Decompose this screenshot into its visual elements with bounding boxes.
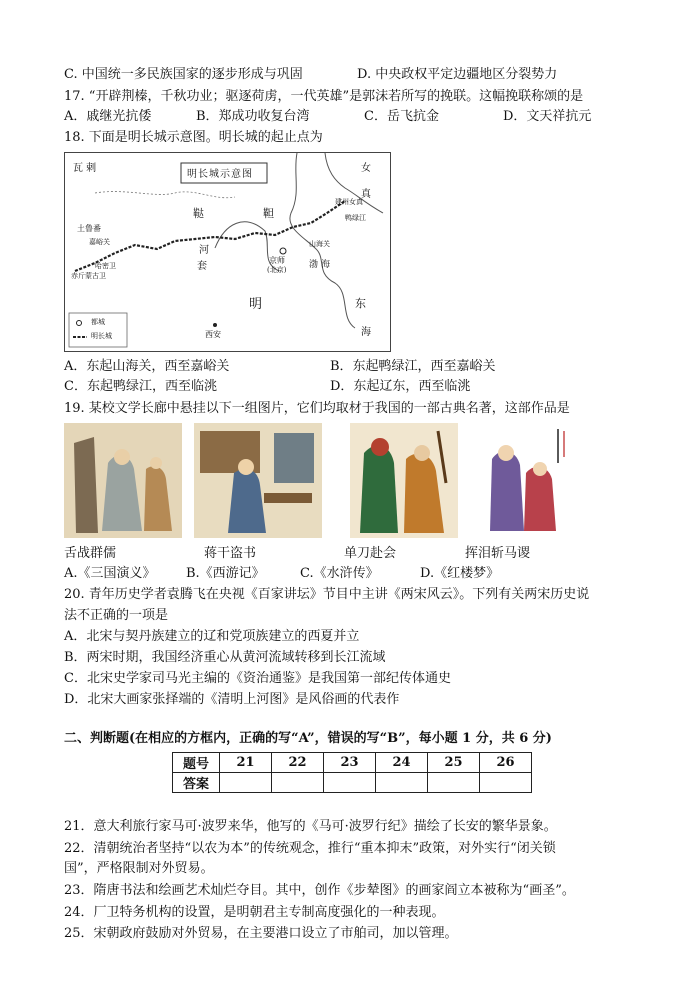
q20-option-a: A．北宋与契丹族建立的辽和党项族建立的西夏并立 — [64, 629, 360, 644]
map-label: 建州女真 — [335, 198, 363, 206]
q20-stem-line1: 20. 青年历史学者袁腾飞在央视《百家讲坛》节目中主讲《两宋风云》。下列有关两宋历史说 — [64, 587, 590, 602]
map-title: 明长城示意图 — [187, 169, 253, 180]
legend-capital-icon — [77, 321, 82, 326]
map-label: 海 — [321, 260, 331, 270]
answer-cell-22[interactable] — [272, 773, 324, 793]
q17-option-a: A．戚继光抗倭 — [64, 109, 152, 124]
q17-stem: 17. “开辟荆榛，千秋功业；驱逐荷虏，一代英雄”是郭沫若所写的挽联。这幅挽联称颂的是 — [64, 89, 584, 104]
answer-cell-26[interactable] — [480, 773, 532, 793]
judgment-item-23: 23．隋唐书法和绘画艺术灿烂夺目。其中，创作《步辇图》的画家阎立本被称为“画圣”。 — [64, 883, 575, 898]
q19-option-d: D.《红楼梦》 — [420, 566, 500, 581]
caption-steal-letter: 蒋干盗书 — [204, 546, 257, 561]
judgment-item-21: 21．意大利旅行家马可·波罗来华，他写的《马可·波罗行纪》描绘了长安的繁华景象。 — [64, 819, 557, 834]
section2-heading: 二、判断题(在相应的方框内，正确的写“A”，错误的写“B”，每小题 1 分，共 6 分) — [64, 731, 552, 746]
map-label: 套 — [197, 261, 207, 272]
map-label: 东 — [355, 297, 366, 310]
answer-table-number-row — [173, 753, 532, 773]
answer-cell-24[interactable] — [376, 773, 428, 793]
map-label: 真 — [361, 189, 371, 200]
q16-option-d: D. 中央政权平定边疆地区分裂势力 — [357, 67, 558, 82]
q18-option-a: A．东起山海关，西至嘉峪关 — [64, 359, 230, 374]
caption-execute-ma-su: 挥泪斩马谡 — [465, 546, 531, 561]
q17-option-c: C．岳飞抗金 — [364, 109, 439, 124]
q16-option-c: C. 中国统一多民族国家的逐步形成与巩固 — [64, 67, 303, 82]
q18-stem: 18. 下面是明长城示意图。明长城的起止点为 — [64, 130, 323, 145]
map-label: 渤 — [309, 260, 319, 270]
map-legend-capital: 都城 — [91, 318, 105, 326]
picture-steal-letter — [194, 423, 322, 538]
q19-option-c: C.《水浒传》 — [300, 566, 379, 581]
answer-cell-23[interactable] — [324, 773, 376, 793]
answer-cell-21[interactable] — [220, 773, 272, 793]
map-label: 河 — [199, 245, 209, 256]
q19-option-b: B.《西游记》 — [186, 566, 265, 581]
picture-execute-ma-su — [482, 423, 576, 538]
caption-debate: 舌战群儒 — [64, 546, 117, 561]
map-border-north — [95, 192, 235, 198]
map-label: (北京) — [267, 266, 287, 274]
map-label: 瓦 剌 — [73, 163, 97, 174]
answer-table-number: 23 — [324, 753, 376, 773]
map-label: 鞑 — [193, 207, 204, 220]
ming-great-wall-map — [64, 152, 391, 352]
map-label: 京师 — [269, 256, 285, 265]
answer-table-number: 22 — [272, 753, 324, 773]
judgment-item-24: 24．厂卫特务机构的设置，是明朝君主专制高度强化的一种表现。 — [64, 905, 445, 920]
judgment-item-22: 22．清朝统治者坚持“以农为本”的传统观念，推行“重本抑末”政策，对外实行“闭关锁 — [64, 841, 556, 856]
answer-table — [172, 752, 532, 793]
map-label: 海 — [361, 327, 371, 338]
caption-single-sword: 单刀赴会 — [344, 546, 397, 561]
q20-option-d: D．北宋大画家张择端的《清明上河图》是风俗画的代表作 — [64, 692, 400, 707]
map-label: 鸭绿江 — [345, 214, 366, 222]
map-label: 哈密卫 — [95, 262, 116, 270]
map-label: 赤斤蒙古卫 — [71, 272, 106, 280]
picture-debate — [64, 423, 182, 538]
q20-stem-line2: 法不正确的一项是 — [64, 608, 169, 623]
map-label: 嘉峪关 — [89, 238, 110, 246]
answer-table-label: 答案 — [173, 773, 220, 793]
answer-table-number: 21 — [220, 753, 272, 773]
q17-option-d: D．文天祥抗元 — [503, 109, 592, 124]
answer-table-number: 26 — [480, 753, 532, 773]
answer-table-number: 24 — [376, 753, 428, 773]
map-xian-marker — [213, 323, 217, 327]
map-label: 土鲁番 — [77, 224, 101, 233]
q17-option-b: B．郑成功收复台湾 — [196, 109, 310, 124]
map-label: 靼 — [263, 207, 274, 220]
q20-option-b: B．两宋时期，我国经济重心从黄河流域转移到长江流域 — [64, 650, 386, 665]
answer-table-number: 25 — [428, 753, 480, 773]
q19-option-a: A.《三国演义》 — [64, 566, 156, 581]
answer-cell-25[interactable] — [428, 773, 480, 793]
judgment-item-25: 25．宋朝政府鼓励对外贸易，在主要港口设立了市舶司，加以管理。 — [64, 926, 458, 941]
q19-stem: 19. 某校文学长廊中悬挂以下一组图片，它们均取材于我国的一部古典名著，这部作品是 — [64, 401, 570, 416]
q20-option-c: C．北宋史学家司马光主编的《资治通鉴》是我国第一部纪传体通史 — [64, 671, 451, 686]
map-label: 明 — [249, 297, 263, 312]
q18-option-d: D．东起辽东，西至临洮 — [330, 379, 471, 394]
map-legend-wall: 明长城 — [91, 332, 112, 340]
q18-option-b: B．东起鸭绿江，西至嘉峪关 — [330, 359, 496, 374]
map-label: 西安 — [205, 330, 221, 339]
judgment-item-22-cont: 国”，严格限制对外贸易。 — [64, 861, 214, 876]
picture-single-sword — [350, 423, 458, 538]
map-label: 女 — [361, 163, 371, 174]
answer-table-label: 题号 — [173, 753, 220, 773]
map-capital-marker — [280, 248, 286, 254]
q18-option-c: C．东起鸭绿江，西至临洮 — [64, 379, 217, 394]
map-label: 山海关 — [309, 240, 330, 248]
answer-table-answer-row — [173, 773, 532, 793]
